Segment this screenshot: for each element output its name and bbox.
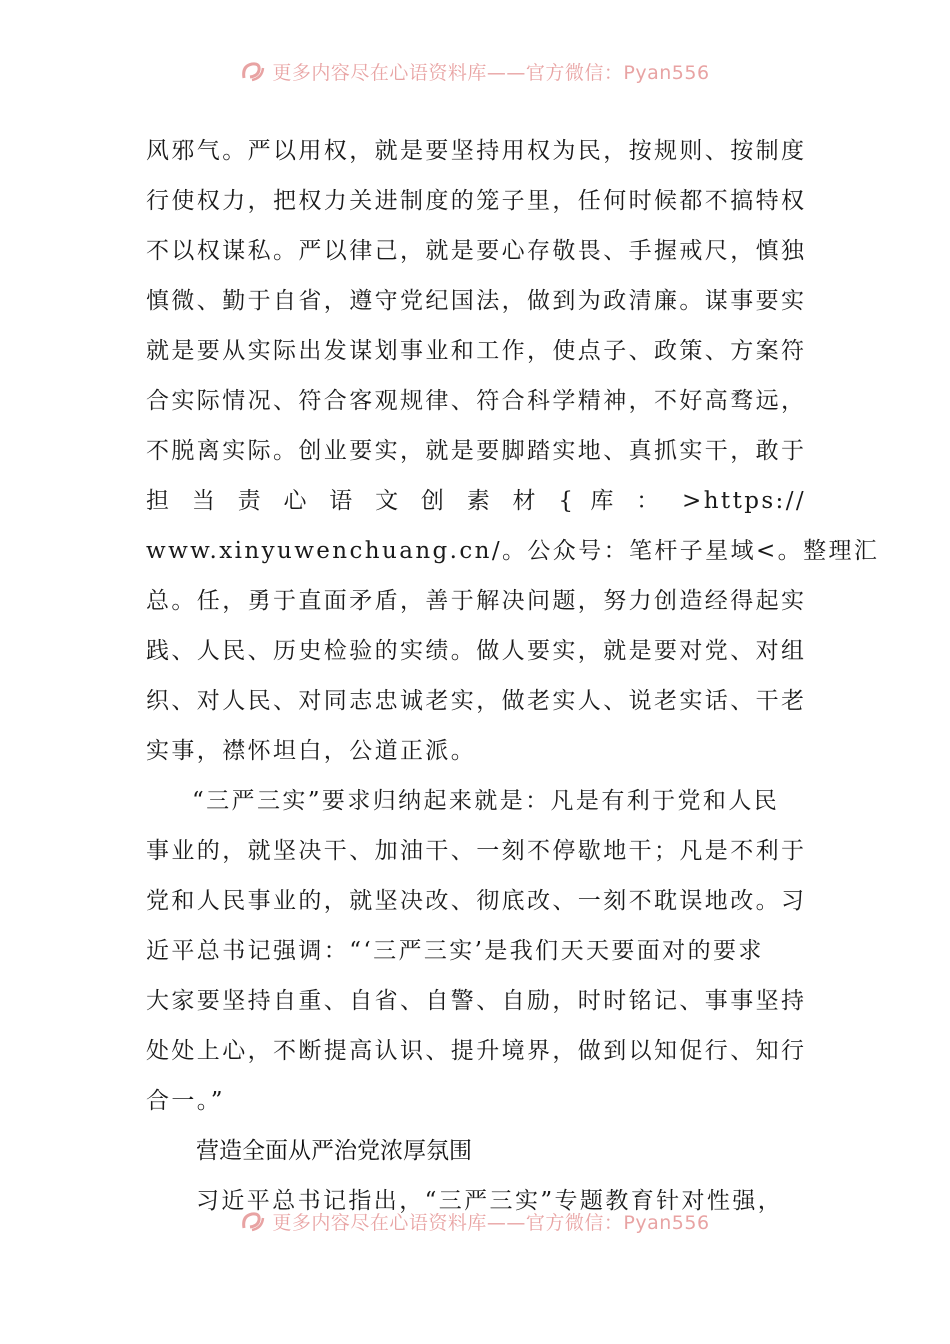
paragraph-2: [146, 776, 806, 1126]
text-line: www.xinyuwenchuang.cn/。公众号：笔杆子星域<。整理汇: [146, 538, 880, 564]
text-line: 就是要从实际出发谋划事业和工作，使点子、政策、方案符: [146, 338, 807, 364]
section-heading: 营造全面从严治党浓厚氛围: [196, 1138, 472, 1164]
text-line: 织、对人民、对同志忠诚老实，做老实人、说老实话、干老: [146, 688, 807, 714]
text-line: 合一。”: [146, 1088, 225, 1114]
text-line: 习近平总书记指出，“三严三实”专题教育针对性强，: [196, 1188, 784, 1214]
text-line: 合实际情况、符合客观规律、符合科学精神，不好高骛远，: [146, 388, 807, 414]
watermark-text: 更多内容尽在心语资料库——官方微信：Pyan556: [272, 61, 710, 84]
text-line: 总。任，勇于直面矛盾，善于解决问题，努力创造经得起实: [146, 588, 807, 614]
text-line: 不以权谋私。严以律己，就是要心存敬畏、手握戒尺，慎独: [146, 238, 807, 264]
brand-logo-icon: [240, 58, 266, 84]
watermark-header: [0, 56, 950, 86]
paragraph-1: [146, 126, 880, 776]
text-line: “三严三实”要求归纳起来就是：凡是有利于党和人民: [192, 788, 780, 814]
text-line: 处处上心，不断提高认识、提升境界，做到以知促行、知行: [146, 1038, 807, 1064]
text-line: 践、人民、历史检验的实绩。做人要实，就是要对党、对组: [146, 638, 807, 664]
text-line: 慎微、勤于自省，遵守党纪国法，做到为政清廉。谋事要实: [146, 288, 807, 314]
text-line: 风邪气。严以用权，就是要坚持用权为民，按规则、按制度: [146, 138, 807, 164]
text-line: 近平总书记强调：“‘三严三实’是我们天天要面对的要求: [146, 938, 764, 964]
text-line: 党和人民事业的，就坚决改、彻底改、一刻不耽误地改。习: [146, 888, 807, 914]
brand-logo-icon: [240, 1208, 266, 1234]
text-line: 不脱离实际。创业要实，就是要脚踏实地、真抓实干，敢于: [146, 438, 807, 464]
text-line: 行使权力，把权力关进制度的笼子里，任何时候都不搞特权: [146, 188, 807, 214]
watermark-text: 更多内容尽在心语资料库——官方微信：Pyan556: [272, 1211, 710, 1234]
watermark-footer: [0, 1206, 950, 1236]
document-body: [146, 126, 880, 1226]
text-line: 大家要坚持自重、自省、自警、自励，时时铭记、事事坚持: [146, 988, 807, 1014]
text-line: 实事，襟怀坦白，公道正派。: [146, 738, 477, 764]
text-line: 担 当 责 心 语 文 创 素 材 { 库 ： >https://: [146, 488, 806, 514]
text-line: 事业的，就坚决干、加油干、一刻不停歇地干；凡是不利于: [146, 838, 807, 864]
